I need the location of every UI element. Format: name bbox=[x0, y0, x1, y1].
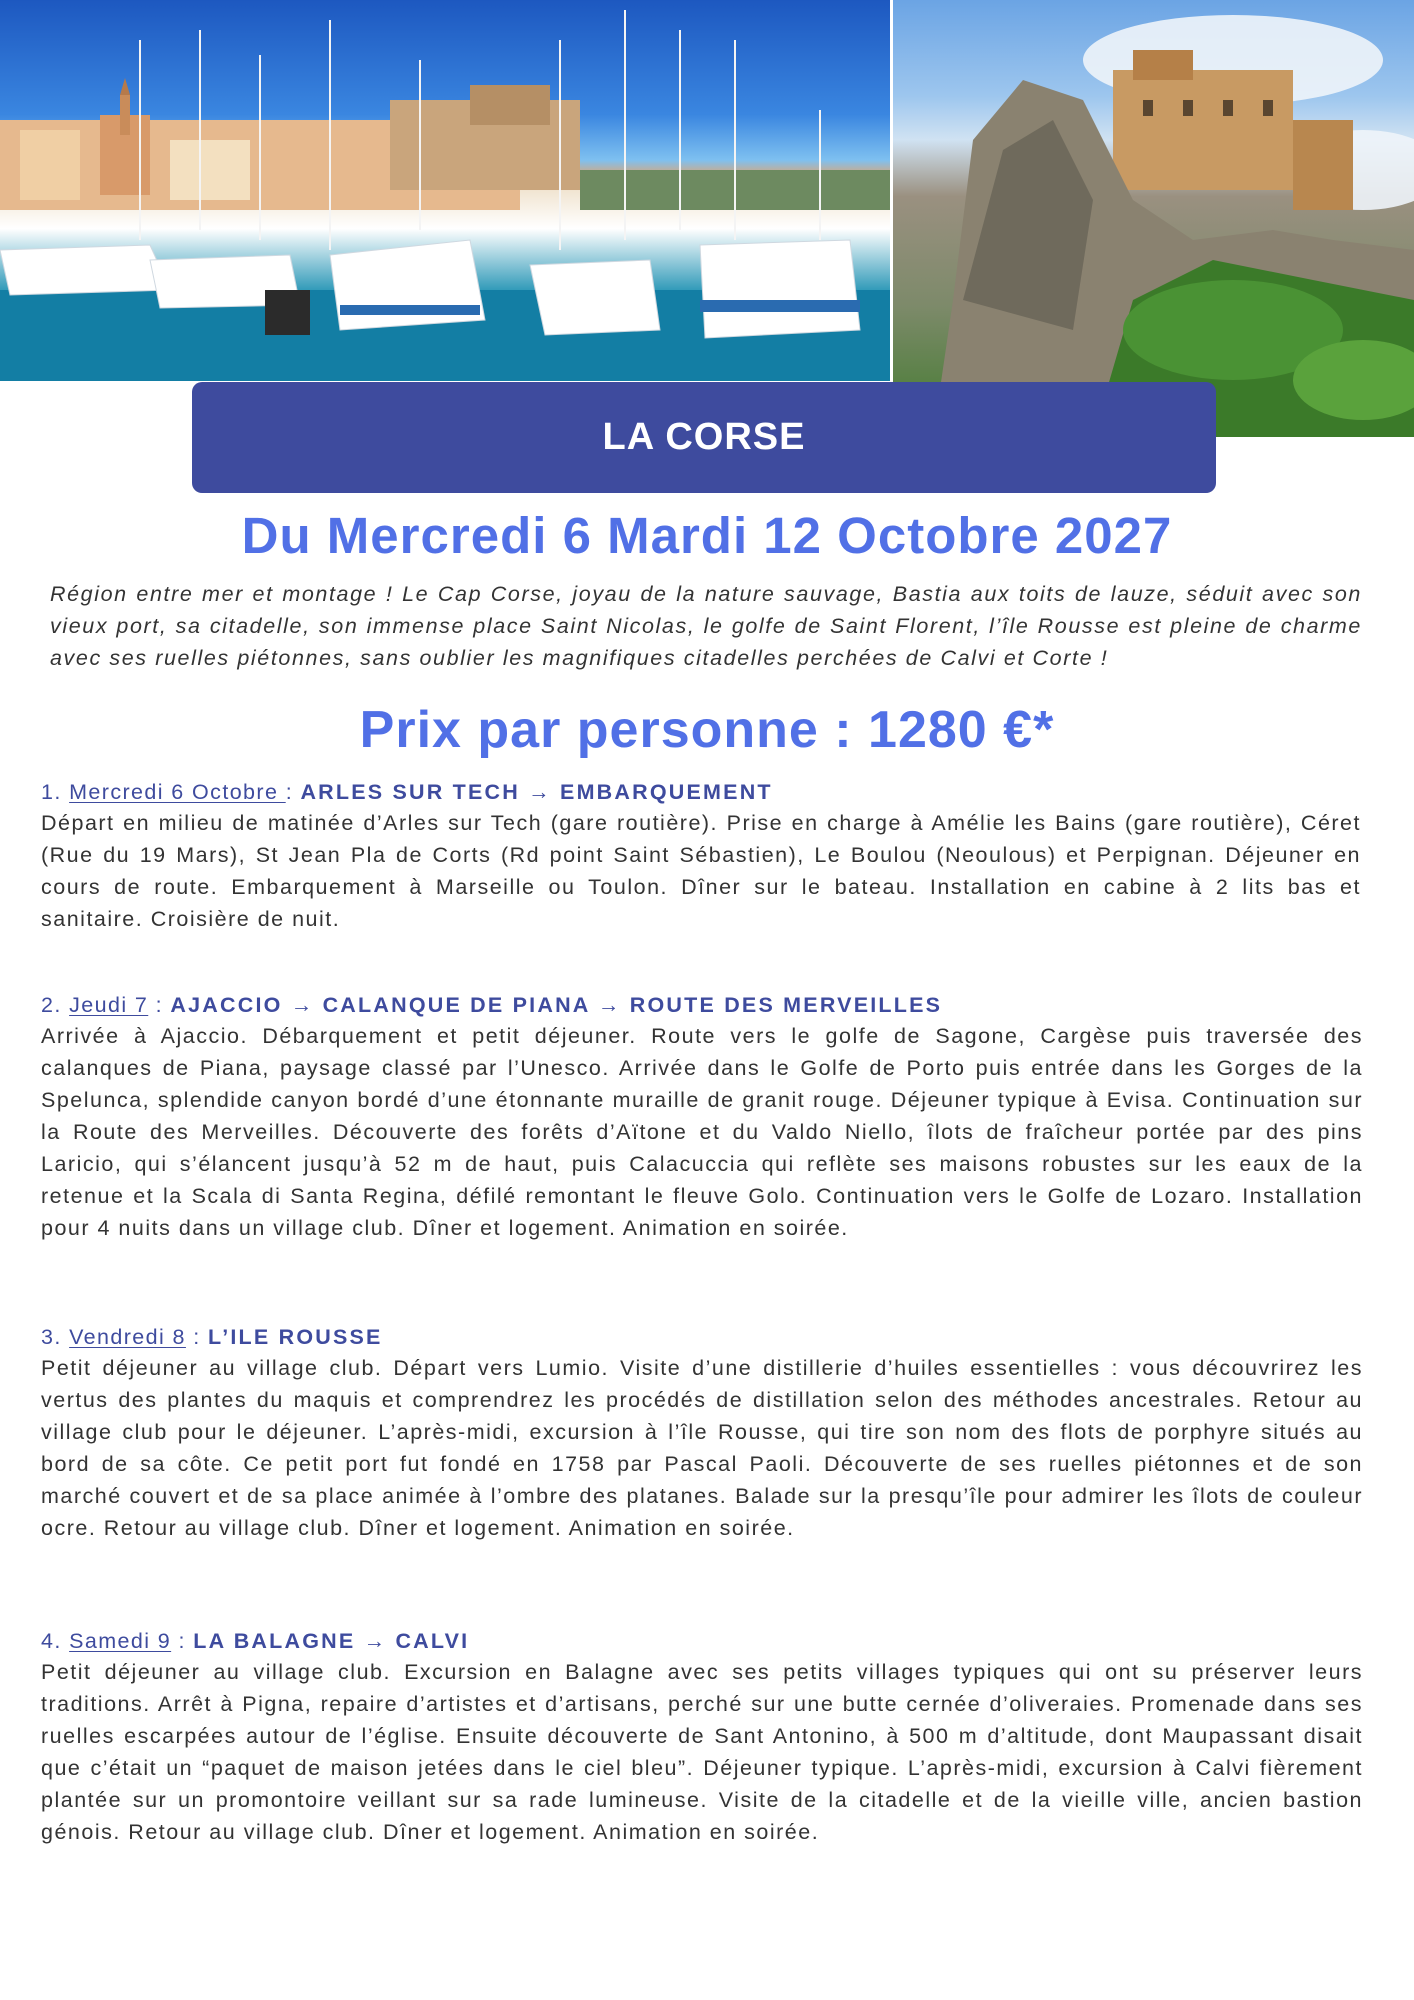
day-heading bbox=[41, 777, 1361, 807]
citadel-illustration bbox=[893, 0, 1414, 437]
day-destination: L’ILE ROUSSE bbox=[208, 1325, 383, 1349]
day-separator: : bbox=[171, 1629, 186, 1653]
harbor-photo bbox=[0, 0, 890, 381]
banner-title: LA CORSE bbox=[602, 416, 806, 458]
day-separator: : bbox=[285, 780, 294, 804]
day-description: Petit déjeuner au village club. Excursion en Balagne avec ses petits villages typiques qui ont su préserver leurs traditions. Arrêt à Pigna, repaire d’artistes et d’artisans, perché sur une butte cernée d’oliveraies. Promenade dans ses ruelles escarpées autour de l’église. Ensuite découverte de Sant Antonino, à 500 m d’altitude, dont Maupassant disait que c’était un “paquet de maison jetées dans le ciel bleu”. Déjeuner typique. L’après-midi, excursion à Calvi fièrement plantée sur un promontoire veillant sur sa rade lumineuse. Visite de la citadelle et de la vieille ville, ancien bastion génois. Retour au village club. Dîner et logement. Animation en soirée. bbox=[41, 1660, 1363, 1844]
day-number: 1. bbox=[41, 780, 62, 804]
day-1 bbox=[41, 777, 1361, 935]
day-4 bbox=[41, 1626, 1363, 1848]
day-separator: : bbox=[148, 993, 163, 1017]
day-number: 2. bbox=[41, 993, 62, 1017]
intro-paragraph: Région entre mer et montage ! Le Cap Corse, joyau de la nature sauvage, Bastia aux toits de lauze, séduit avec son vieux port, sa citadelle, son immense place Saint Nicolas, le golfe de Saint Florent, l’île Rousse est pleine de charme avec ses ruelles piétonnes, sans oublier les magnifiques citadelles perchées de Calvi et Corte ! bbox=[50, 582, 1362, 670]
day-heading bbox=[41, 1322, 1363, 1352]
day-date: Samedi 9 bbox=[69, 1629, 172, 1653]
day-destination: AJACCIO → CALANQUE DE PIANA → ROUTE DES MERVEILLES bbox=[170, 993, 943, 1017]
citadel-photo bbox=[893, 0, 1414, 437]
day-3 bbox=[41, 1322, 1363, 1544]
day-destination: ARLES SUR TECH → EMBARQUEMENT bbox=[300, 780, 773, 804]
day-description: Petit déjeuner au village club. Départ vers Lumio. Visite d’une distillerie d’huiles essentielles : vous découvrirez les vertus des plantes du maquis et comprendrez les procédés de distillation selon des méthodes ancestrales. Retour au village club pour le déjeuner. L’après-midi, excursion à l’île Rousse, qui tire son nom des flots de porphyre situés au bord de sa côte. Ce petit port fut fondé en 1758 par Pascal Paoli. Découverte de ses ruelles piétonnes et de son marché couvert et de sa place animée à l’ombre des platanes. Balade sur la presqu’île pour admirer les îlots de couleur ocre. Retour au village club. Dîner et logement. Animation en soirée. bbox=[41, 1356, 1363, 1540]
day-2 bbox=[41, 990, 1363, 1244]
title-banner bbox=[192, 382, 1216, 493]
day-heading bbox=[41, 990, 1363, 1020]
harbor-illustration bbox=[0, 0, 890, 381]
day-heading bbox=[41, 1626, 1363, 1656]
day-separator: : bbox=[185, 1325, 201, 1349]
day-number: 4. bbox=[41, 1629, 62, 1653]
day-date: Jeudi 7 bbox=[69, 993, 149, 1017]
day-number: 3. bbox=[41, 1325, 62, 1349]
day-date: Vendredi 8 bbox=[69, 1325, 186, 1349]
price-per-person: Prix par personne : 1280 €* bbox=[359, 701, 1055, 759]
day-destination: LA BALAGNE → CALVI bbox=[193, 1629, 470, 1653]
day-description: Départ en milieu de matinée d’Arles sur Tech (gare routière). Prise en charge à Amélie les Bains (gare routière), Céret (Rue du 19 Mars), St Jean Pla de Corts (Rd point Saint Sébastien), Le Boulou (Neoulous) et Perpignan. Déjeuner en cours de route. Embarquement à Marseille ou Toulon. Dîner sur le bateau. Installation en cabine à 2 lits bas et sanitaire. Croisière de nuit. bbox=[41, 811, 1361, 931]
day-date: Mercredi 6 Octobre bbox=[69, 780, 286, 804]
trip-dates: Du Mercredi 6 Mardi 12 Octobre 2027 bbox=[241, 507, 1173, 564]
day-description: Arrivée à Ajaccio. Débarquement et petit déjeuner. Route vers le golfe de Sagone, Cargèse puis traversée des calanques de Piana, paysage classé par l’Unesco. Arrivée dans le Golfe de Porto puis entrée dans les Gorges de la Spelunca, splendide canyon bordé d’une étonnante muraille de granit rouge. Déjeuner typique à Evisa. Continuation sur la Route des Merveilles. Découverte des forêts d’Aïtone et du Valdo Niello, îlots de fraîcheur portée par des pins Laricio, qui s’élancent jusqu’à 52 m de haut, puis Calacuccia qui reflète ses maisons robustes sur les eaux de la retenue et la Scala di Santa Regina, défilé remontant le fleuve Golo. Continuation vers le Golfe de Lozaro. Installation pour 4 nuits dans un village club. Dîner et logement. Animation en soirée. bbox=[41, 1024, 1363, 1240]
